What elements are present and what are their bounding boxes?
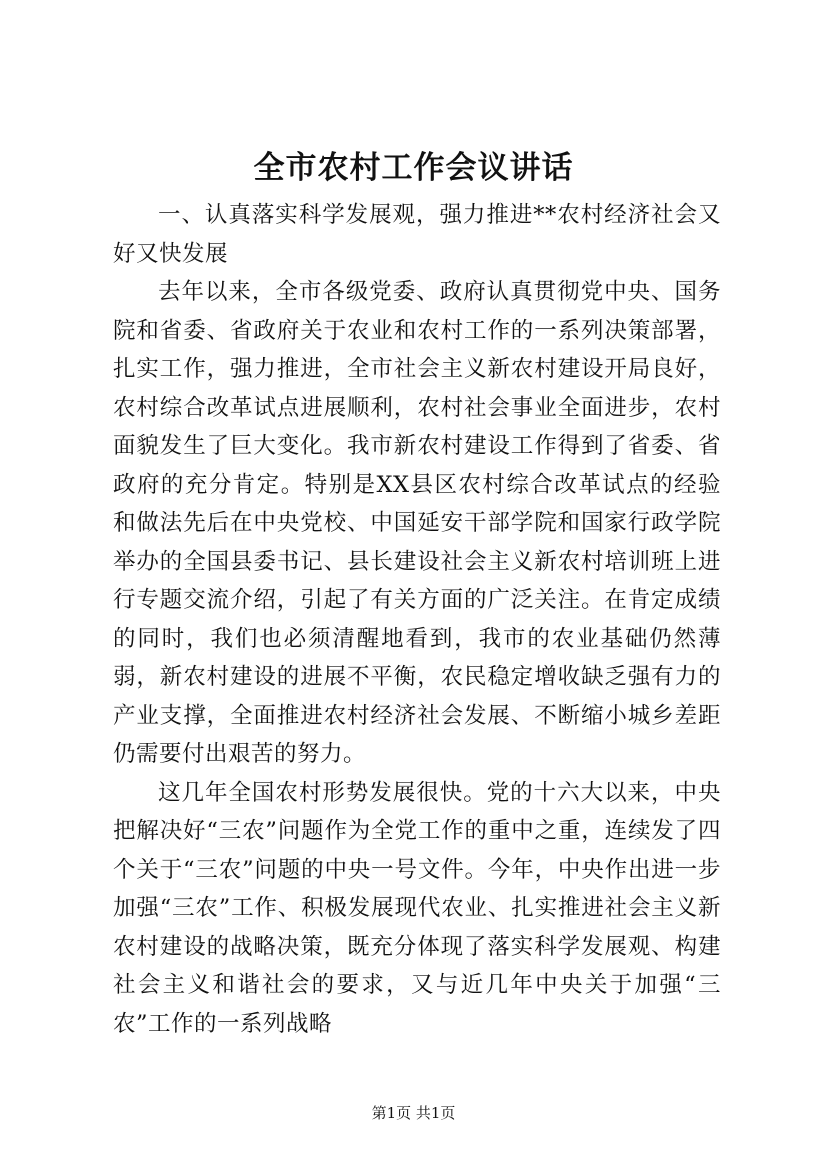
document-body xyxy=(113,196,721,1043)
document-title: 全市农村工作会议讲话 xyxy=(253,150,574,186)
body-paragraph: 去年以来，全市各级党委、政府认真贯彻党中央、国务院和省委、省政府关于农业和农村工作的一系列决策部署，扎实工作，强力推进，全市社会主义新农村建设开局良好，农村综合改革试点进展顺利，农村社会事业全面进步，农村面貌发生了巨大变化。我市新农村建设工作得到了省委、省政府的充分肯定。特别是XX县区农村综合改革试点的经验和做法先后在中央党校、中国延安干部学院和国家行政学院举办的全国县委书记、县长建设社会主义新农村培训班上进行专题交流介绍，引起了有关方面的广泛关注。在肯定成绩的同时，我们也必须清醒地看到，我市的农业基础仍然薄弱，新农村建设的进展不平衡，农民稳定增收缺乏强有力的产业支撑，全面推进农村经济社会发展、不断缩小城乡差距仍需要付出艰苦的努力。 xyxy=(113,279,721,767)
section-heading-paragraph: 一、认真落实科学发展观，强力推进**农村经济社会又好又快发展 xyxy=(113,202,721,267)
page-footer: 第1页 共1页 xyxy=(371,1104,456,1122)
body-paragraph: 这几年全国农村形势发展很快。党的十六大以来，中央把解决好“三农”问题作为全党工作的重中之重，连续发了四个关于“三农”问题的中央一号文件。今年，中央作出进一步加强“三农”工作、积极发展现代农业、扎实推进社会主义新农村建设的战略决策，既充分体现了落实科学发展观、构建社会主义和谐社会的要求，又与近几年中央关于加强“三农”工作的一系列战略 xyxy=(113,779,721,1037)
